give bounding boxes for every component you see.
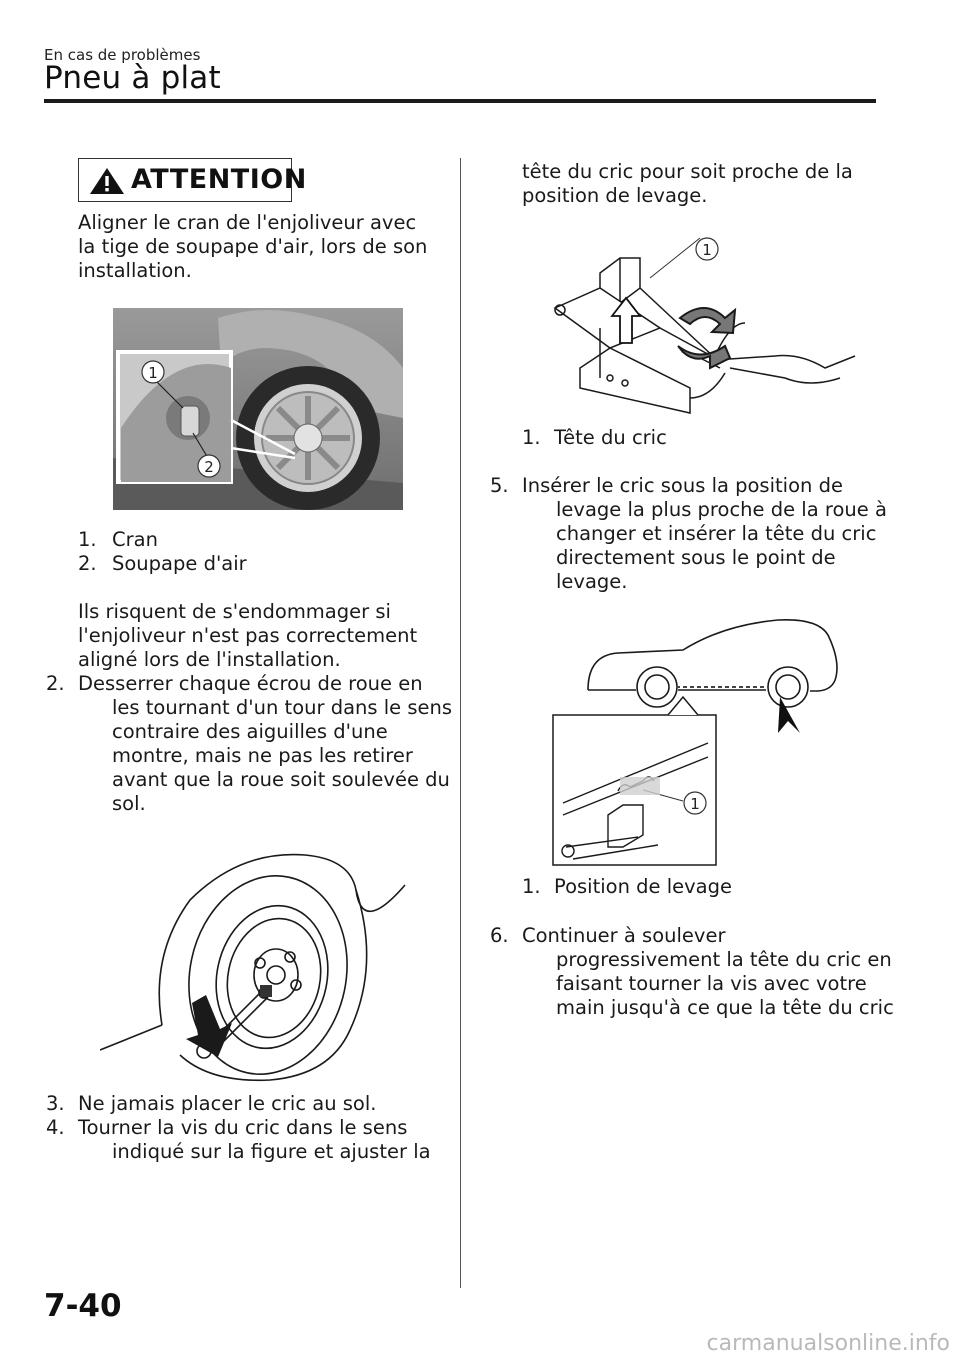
svg-text:1: 1	[148, 364, 158, 382]
svg-text:1: 1	[690, 795, 700, 813]
attention-box	[78, 158, 307, 202]
column-divider	[460, 158, 461, 1288]
svg-text:1: 1	[702, 241, 712, 259]
jack-head-figure	[540, 228, 860, 418]
warning-triangle-icon	[89, 167, 125, 195]
jacking-position-figure	[548, 615, 878, 867]
page-number: 7-40	[44, 1288, 122, 1324]
page-title: Pneu à plat	[44, 60, 221, 96]
lug-nut-figure	[100, 845, 410, 1085]
watermark: carmanualsonline.info	[706, 1331, 950, 1356]
wheel-cover-figure	[113, 308, 403, 510]
attention-label: ATTENTION	[131, 164, 307, 195]
section-label: En cas de problèmes	[44, 46, 201, 64]
header-divider	[44, 99, 876, 103]
svg-text:2: 2	[204, 458, 214, 476]
